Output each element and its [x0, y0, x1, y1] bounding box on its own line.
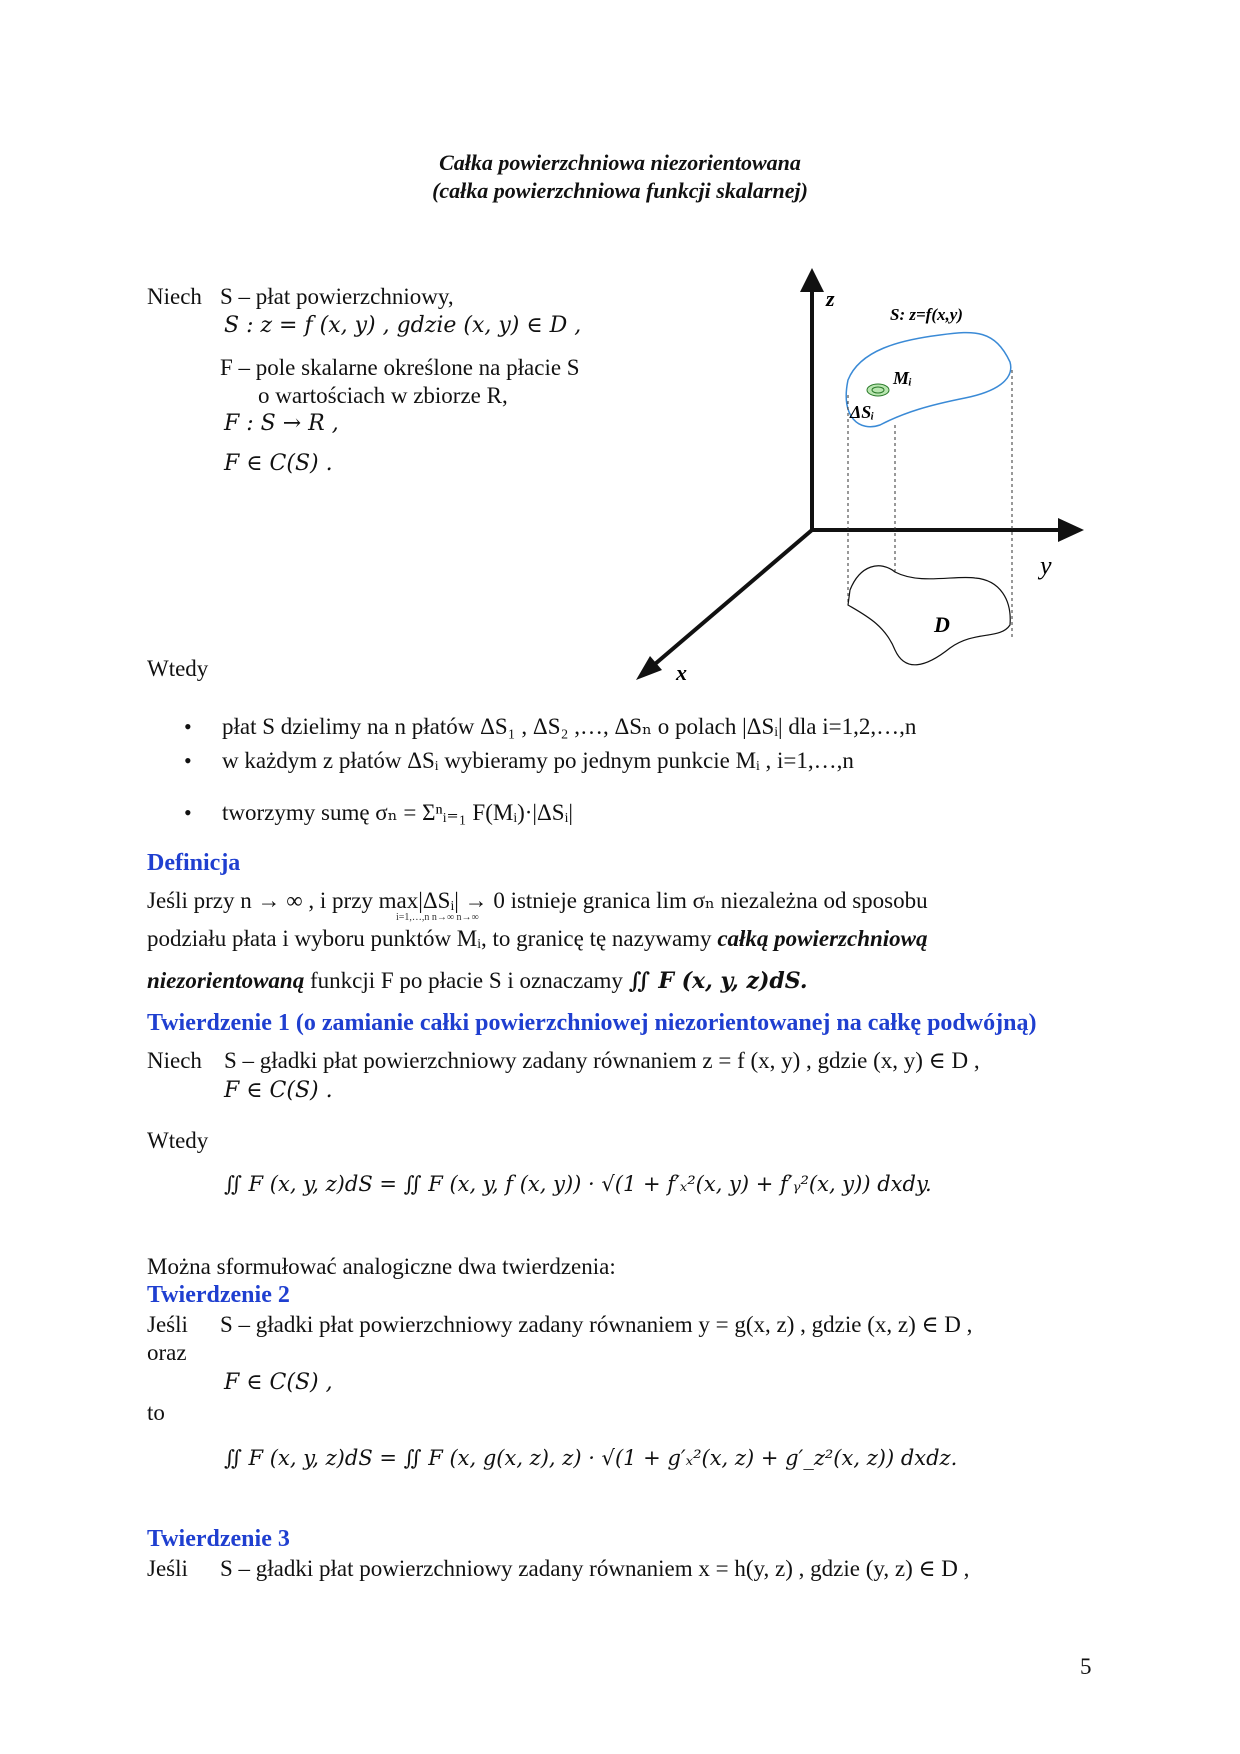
theorem3-jesli: Jeśli — [147, 1556, 188, 1581]
definition-line1: Jeśli przy n → ∞ , i przy max|ΔSᵢ| → 0 istnieje granica lim σₙ niezależna od sposobu — [147, 888, 928, 913]
theorem1-condition-1: S – gładki płat powierzchniowy zadany równaniem z = f (x, y) , gdzie (x, y) ∈ D , — [224, 1048, 980, 1073]
theorem1-formula: ∬ F (x, y, z)dS = ∬ F (x, y, f (x, y)) · √(1 + f′ₓ²(x, y) + f′ᵧ²(x, y)) dxdy. — [224, 1172, 932, 1196]
y-axis-label: y — [1040, 551, 1052, 580]
point-label: Mᵢ — [893, 368, 913, 388]
intro-s-equation: S : z = f (x, y) , gdzie (x, y) ∈ D , — [224, 313, 582, 338]
definition-heading: Definicja — [147, 850, 241, 876]
region-d — [848, 566, 1010, 665]
page-title: Całka powierzchniowa niezorientowana — [439, 150, 801, 175]
theorem2-to: to — [147, 1400, 165, 1425]
patch-delta-s — [867, 384, 889, 396]
page-number: 5 — [1080, 1654, 1092, 1679]
z-axis-label: z — [826, 286, 835, 311]
y-axis-arrow-icon — [1058, 518, 1084, 542]
z-axis-arrow-icon — [800, 268, 824, 292]
theorem2-formula: ∬ F (x, y, z)dS = ∬ F (x, g(x, z), z) · √(1 + g′ₓ²(x, z) + g′_z²(x, z)) dxdz. — [224, 1446, 958, 1470]
theorem3-condition-1: S – gładki płat powierzchniowy zadany równaniem x = h(y, z) , gdzie (y, z) ∈ D , — [220, 1556, 970, 1581]
analog-statement: Można sformułować analogiczne dwa twierdzenia: — [147, 1254, 616, 1279]
theorem2-condition-2: F ∈ C(S) , — [224, 1370, 333, 1395]
x-axis — [648, 530, 812, 670]
intro-f-desc: F – pole skalarne określone na płacie S — [220, 355, 580, 380]
bullet-sum: tworzymy sumę σₙ = Σⁿᵢ₌₁ F(Mᵢ)·|ΔSᵢ| — [222, 800, 573, 825]
definition-integral: ∬ F (x, y, z)dS. — [628, 968, 808, 994]
theorem2-heading: Twierdzenie 2 — [147, 1282, 290, 1308]
bullet-divide: płat S dzielimy na n płatów ΔS₁ , ΔS₂ ,…, ΔSₙ o polach |ΔSᵢ| dla i=1,2,…,n — [222, 714, 917, 739]
theorem2-oraz: oraz — [147, 1340, 187, 1365]
x-axis-label: x — [676, 660, 687, 685]
theorem2-jesli: Jeśli — [147, 1312, 188, 1337]
intro-f-class: F ∈ C(S) . — [224, 451, 333, 476]
theorem1-wtedy: Wtedy — [147, 1128, 209, 1153]
definition-term-2: niezorientowaną — [147, 968, 305, 993]
theorem1-heading: Twierdzenie 1 (o zamianie całki powierzchniowej niezorientowanej na całkę podwójną) — [147, 1010, 1037, 1036]
surface-integral-figure — [620, 260, 1100, 690]
definition-line2-text: podziału płata i wyboru punktów Mᵢ, to granicę tę nazywamy — [147, 926, 712, 951]
intro-s-desc: S – płat powierzchniowy, — [220, 284, 454, 309]
intro-niech: Niech — [147, 284, 202, 309]
theorem1-condition-2: F ∈ C(S) . — [224, 1078, 333, 1103]
page-subtitle: (całka powierzchniowa funkcji skalarnej) — [432, 178, 808, 203]
surface-label: S: z=f(x,y) — [890, 305, 963, 324]
definition-line3-text: funkcji F po płacie S i oznaczamy — [309, 968, 623, 993]
wtedy-1: Wtedy — [147, 656, 209, 681]
patch-label: ΔSᵢ — [850, 402, 875, 422]
region-label: D — [934, 612, 950, 637]
theorem1-niech: Niech — [147, 1048, 202, 1073]
bullet-choose-point: w każdym z płatów ΔSᵢ wybieramy po jednym punkcie Mᵢ , i=1,…,n — [222, 748, 854, 773]
theorem3-heading: Twierdzenie 3 — [147, 1526, 290, 1552]
intro-f-desc2: o wartościach w zbiorze R, — [258, 383, 508, 408]
theorem2-condition-1: S – gładki płat powierzchniowy zadany równaniem y = g(x, z) , gdzie (x, z) ∈ D , — [220, 1312, 973, 1337]
definition-term-1: całką powierzchniową — [717, 926, 928, 951]
definition-line1-subscripts: i=1,…,n n→∞ n→∞ — [396, 912, 479, 923]
intro-f-map: F : S → R , — [224, 411, 339, 436]
